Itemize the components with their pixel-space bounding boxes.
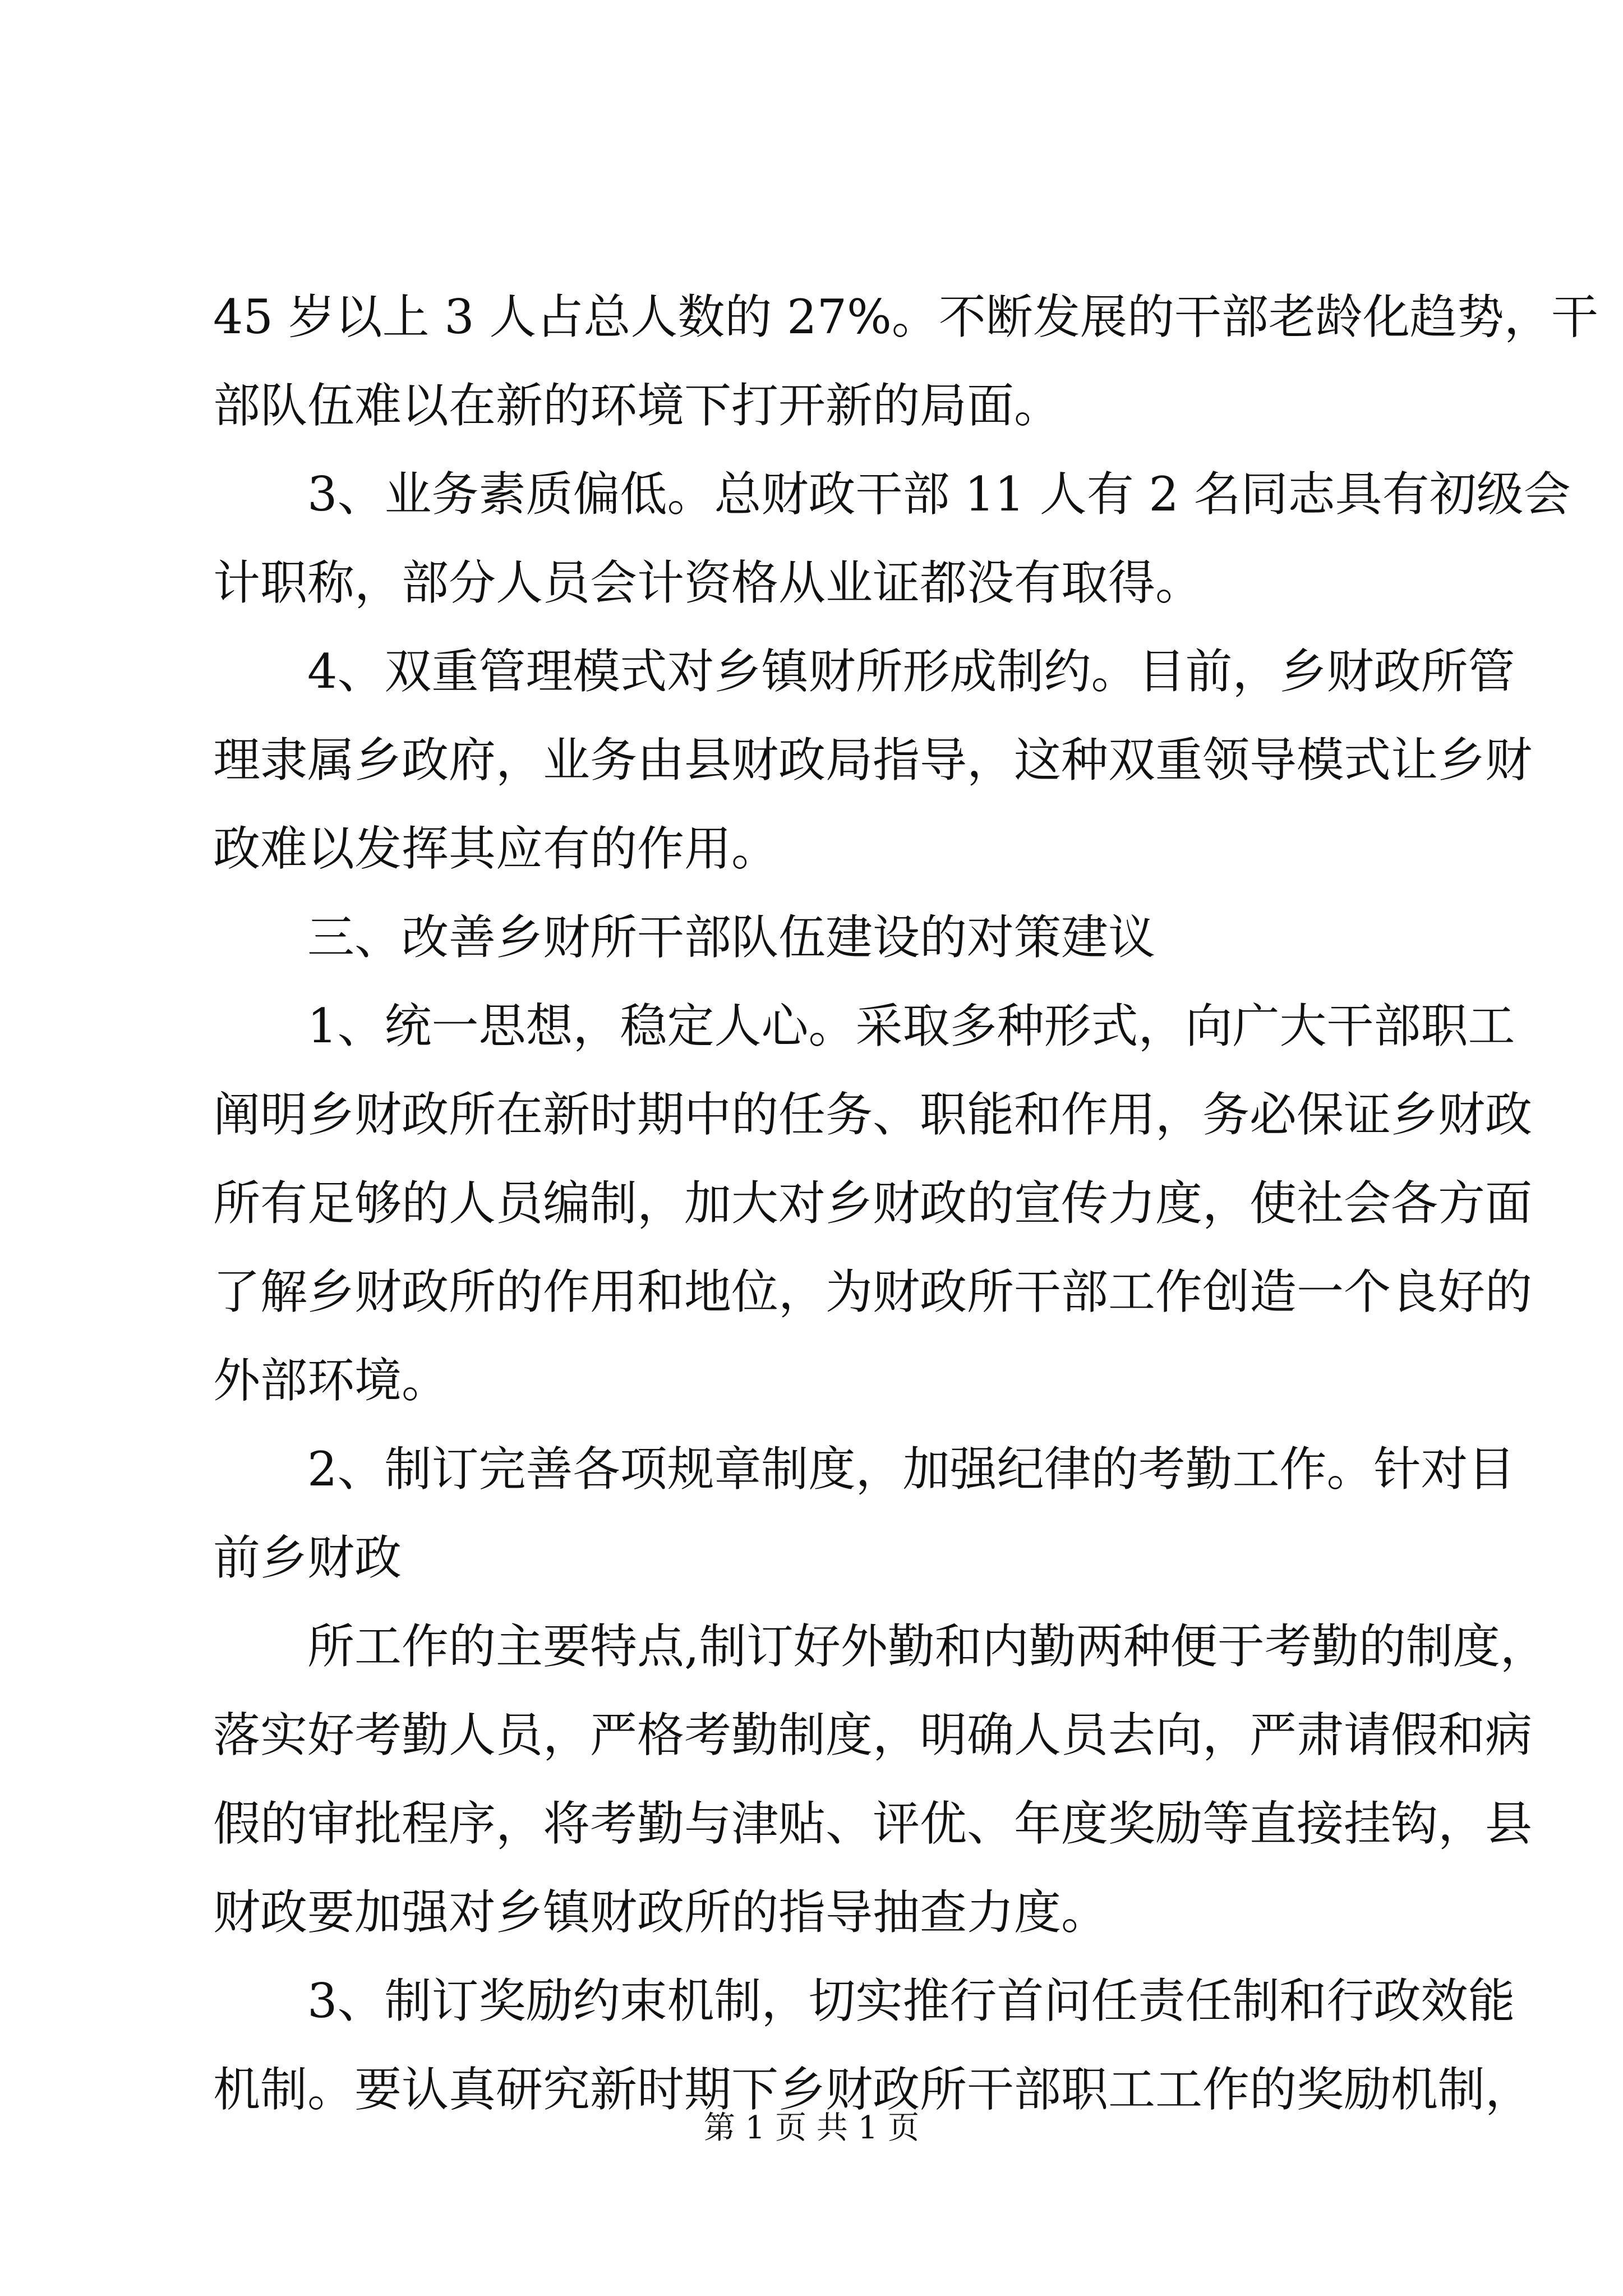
text-line: 计职称，部分人员会计资格从业证都没有取得。	[213, 555, 1203, 610]
text-line: 所工作的主要特点,制订好外勤和内勤两种便于考勤的制度，	[307, 1619, 1547, 1674]
text-line: 财政要加强对乡镇财政所的指导抽查力度。	[213, 1885, 1109, 1940]
text-line: 所有足够的人员编制，加大对乡财政的宣传力度，使社会各方面	[213, 1176, 1533, 1231]
text-line: 机制。要认真研究新时期下乡财政所干部职工工作的奖励机制，	[213, 2062, 1533, 2117]
text-line: 理隶属乡政府，业务由县财政局指导，这种双重领导模式让乡财	[213, 733, 1533, 788]
text-line: 45 岁以上 3 人占总人数的 27%。不断发展的干部老龄化趋势，干	[213, 289, 1598, 344]
text-line: 部队伍难以在新的环境下打开新的局面。	[213, 378, 1062, 433]
document-body	[213, 289, 1598, 2153]
text-line: 阐明乡财政所在新时期中的任务、职能和作用，务必保证乡财政	[213, 1087, 1533, 1142]
text-line: 1、统一思想，稳定人心。采取多种形式，向广大干部职工	[307, 999, 1515, 1053]
text-line: 3、制订奖励约束机制，切实推行首问任责任制和行政效能	[307, 1973, 1515, 2028]
text-line: 4、双重管理模式对乡镇财所形成制约。目前，乡财政所管	[307, 644, 1515, 699]
section-heading: 三、改善乡财所干部队伍建设的对策建议	[307, 910, 1156, 965]
page-number-footer: 第 1 页 共 1 页	[703, 2110, 920, 2146]
text-line: 前乡财政	[213, 1530, 402, 1585]
text-line: 政难以发挥其应有的作用。	[213, 821, 779, 876]
text-line: 3、业务素质偏低。总财政干部 11 人有 2 名同志具有初级会	[307, 467, 1571, 522]
text-line: 了解乡财政所的作用和地位，为财政所干部工作创造一个良好的	[213, 1264, 1533, 1319]
text-line: 外部环境。	[213, 1353, 449, 1408]
text-line: 2、制订完善各项规章制度，加强纪律的考勤工作。针对目	[307, 1442, 1515, 1497]
text-line: 落实好考勤人员，严格考勤制度，明确人员去向，严肃请假和病	[213, 1708, 1533, 1763]
text-line: 假的审批程序，将考勤与津贴、评优、年度奖励等直接挂钩，县	[213, 1796, 1533, 1851]
